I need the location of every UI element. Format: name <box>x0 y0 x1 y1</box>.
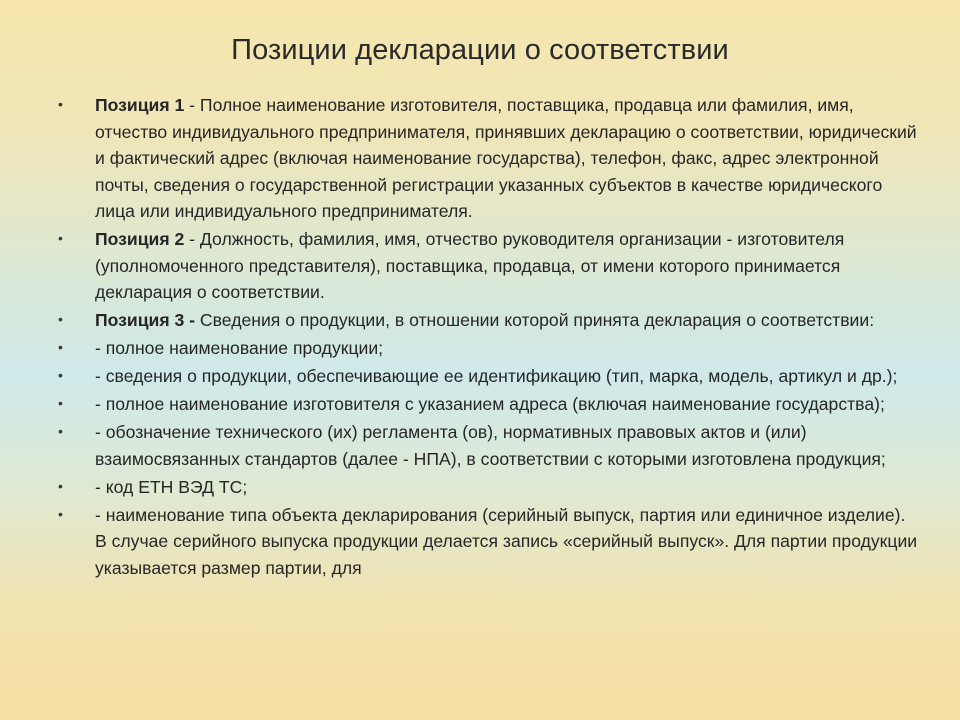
slide-title: Позиции декларации о соответствии <box>231 34 729 66</box>
list-item <box>58 419 918 472</box>
positions-list <box>58 92 918 583</box>
item-text: - полное наименование продукции; <box>95 338 384 358</box>
bullet-icon: • <box>58 477 63 494</box>
bullet-icon: • <box>58 423 63 439</box>
item-text: - сведения о продукции, обеспечивающие ее идентификацию (тип, марка, модель, артикул и др.); <box>95 366 898 386</box>
bullet-icon: • <box>58 367 63 383</box>
item-text: - обозначение технического (их) регламента (ов), нормативных правовых актов и (или) взаимосвязанных стандартов (далее - НПА), в соответствии с которыми изготовлена продукция; <box>95 422 886 469</box>
bullet-icon: • <box>58 395 63 411</box>
bullet-icon: • <box>58 230 63 246</box>
item-text: Сведения о продукции, в отношении которой принята декларация о соответствии: <box>195 310 875 330</box>
list-item <box>58 226 918 306</box>
list-item <box>58 92 918 225</box>
item-heading: Позиция 1 <box>95 95 185 115</box>
item-text: - Полное наименование изготовителя, поставщика, продавца или фамилия, имя, отчество индивидуального предпринимателя, принявших декларацию о соответствии, юридический и фактический адрес (включая наименование государства), телефон, факс, адрес электронной почты, сведения о государственной регистрации указанных субъектов в качестве юридического лица или индивидуального предпринимателя. <box>95 95 917 221</box>
list-item <box>58 307 918 334</box>
item-heading: Позиция 3 - <box>95 310 196 330</box>
list-item <box>58 391 918 418</box>
list-item <box>58 474 918 501</box>
bullet-icon: • <box>58 311 63 327</box>
bullet-icon: • <box>58 339 63 355</box>
item-heading: Позиция 2 <box>95 229 185 249</box>
item-text: - Должность, фамилия, имя, отчество руководителя организации - изготовителя (уполномоченного представителя), поставщика, продавца, от имени которого принимается декларация о соответствии. <box>95 229 845 302</box>
list-item <box>58 335 918 362</box>
bullet-icon: • <box>58 96 63 112</box>
item-text: - наименование типа объекта декларирования (серийный выпуск, партия или единичное изделие). В случае серийного выпуска продукции делается запись «серийный выпуск». Для партии продукции указывается размер партии, для <box>95 504 918 578</box>
list-item <box>58 363 918 390</box>
list-item <box>58 502 918 582</box>
bullet-icon: • <box>58 505 63 522</box>
item-text: - полное наименование изготовителя с указанием адреса (включая наименование государства); <box>95 394 885 414</box>
item-text: - код ЕТН ВЭД ТС; <box>95 476 248 497</box>
